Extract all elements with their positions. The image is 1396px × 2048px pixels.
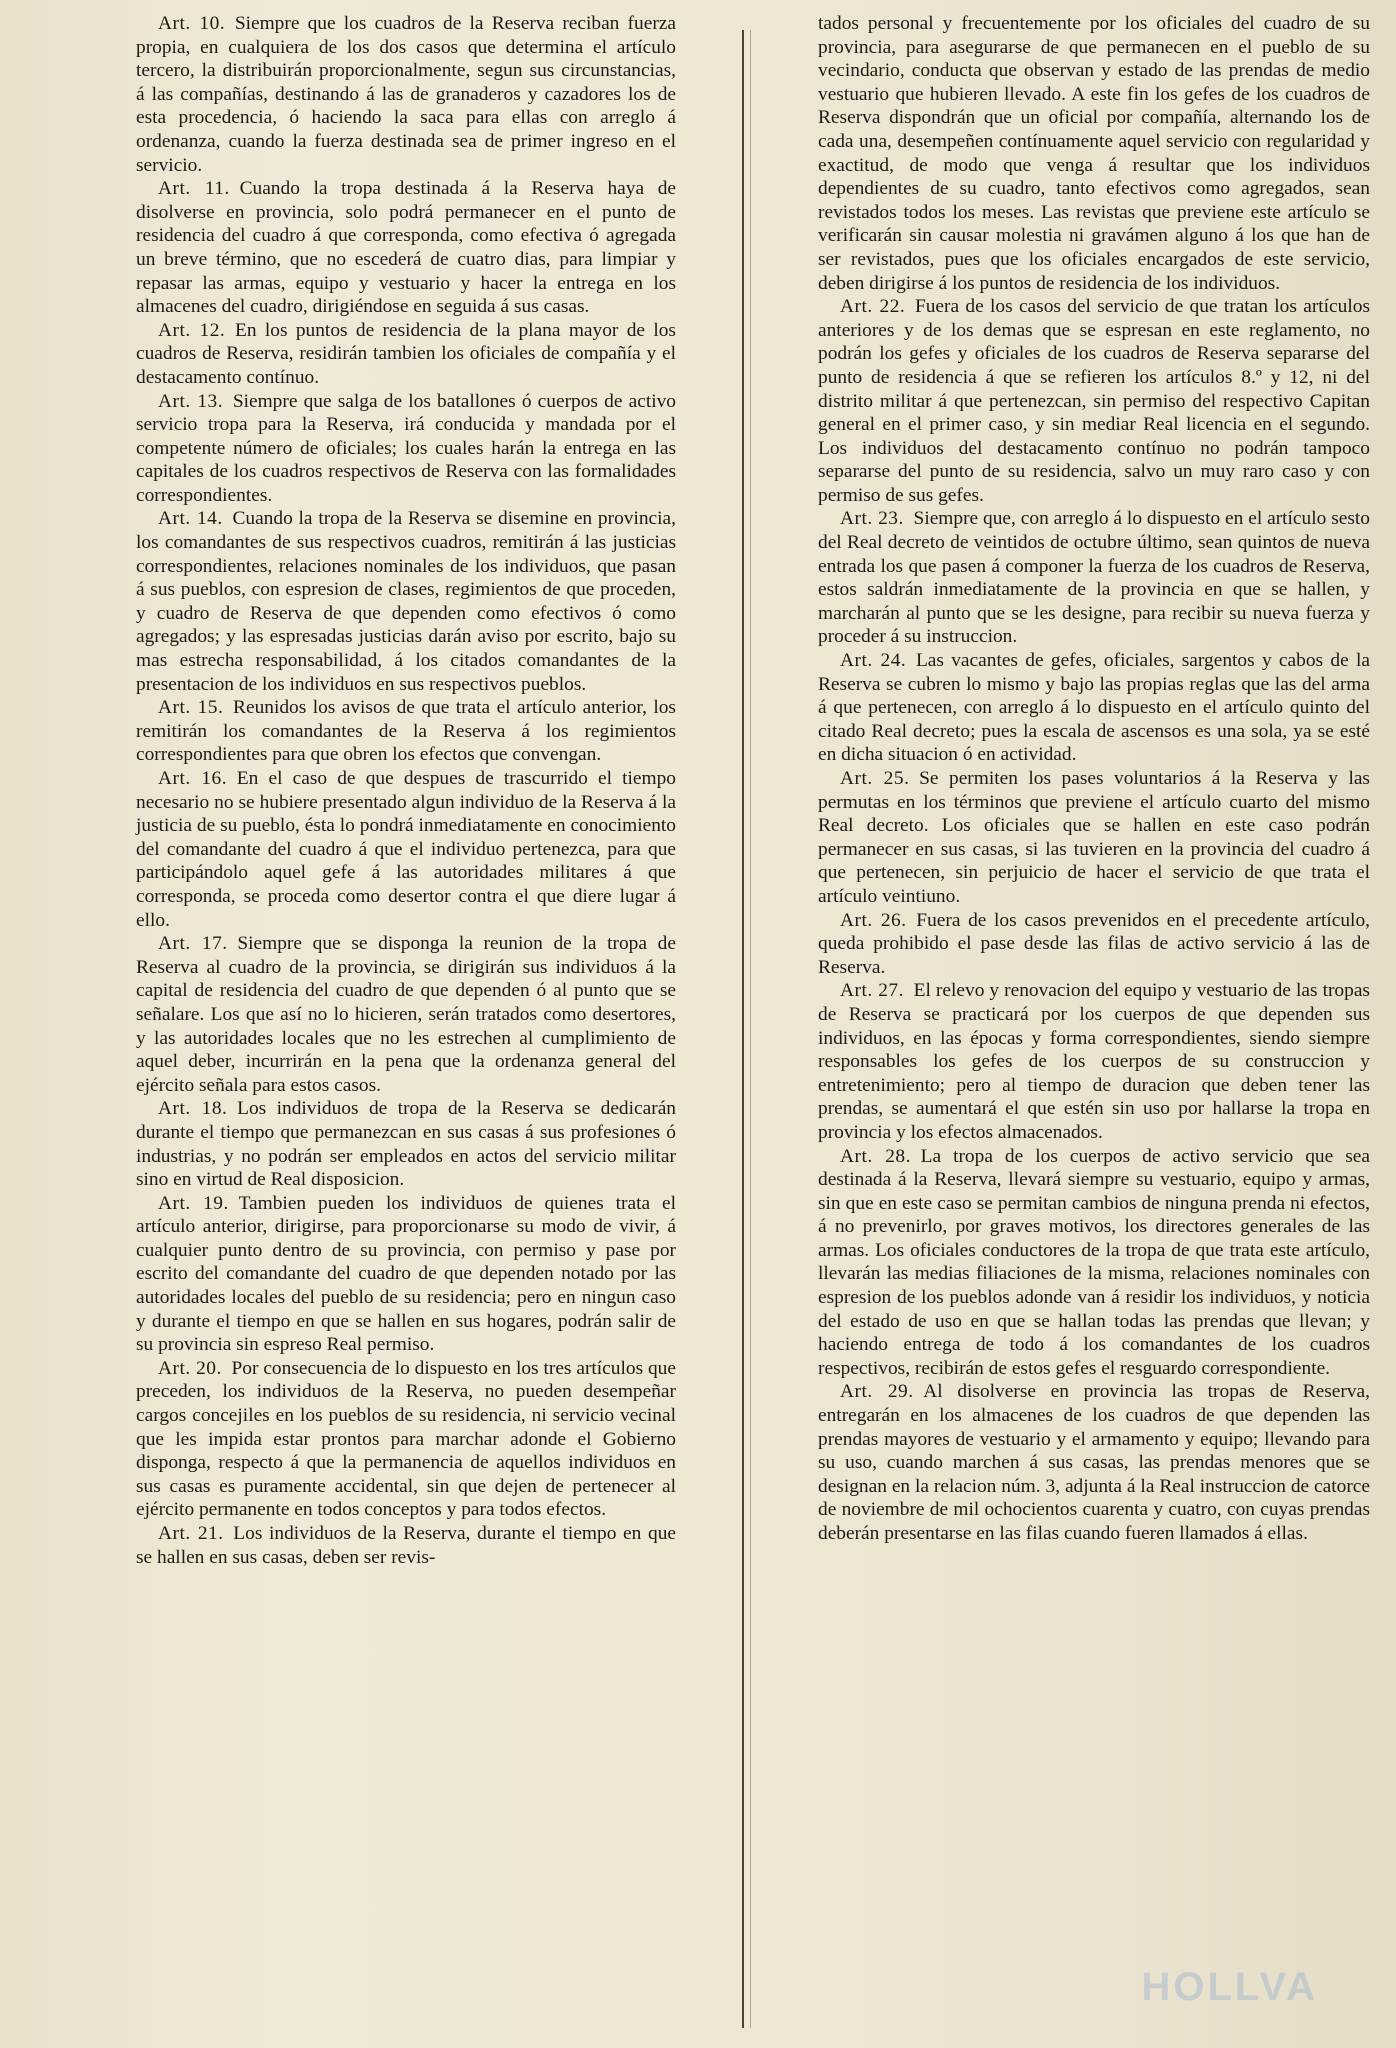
article-paragraph — [818, 909, 1370, 980]
right-column — [818, 12, 1370, 1546]
article-number: Art. 21. — [158, 1523, 224, 1544]
article-text: Las vacantes de gefes, oficiales, sargentos y cabos de la Reserva se cubren lo mismo y bajo las propias reglas que las del arma á que pertenecen, con arreglo á lo dispuesto en el artículo quinto del citado Real decreto; pues la escala de ascensos es una sola, ya se esté en dicha situacion ó en actividad. — [818, 650, 1370, 766]
article-text: Cuando la tropa de la Reserva se disemine en provincia, los comandantes de sus respectivos cuadros, remitirán á las justicias correspondientes, relaciones nominales de los individuos, que pasan á sus pueblos, con espresion de clases, regimientos de que proceden, y cuadro de Reserva de que dependen como efectivos ó como agregados; y las espresadas justicias darán aviso por escrito, bajo su mas estrecha responsabilidad, á los citados comandantes de la presentacion de los individuos en sus respectivos pueblos. — [136, 508, 676, 695]
article-number: Art. 24. — [840, 650, 907, 672]
article-text: Por consecuencia de lo dispuesto en los tres artículos que preceden, los individuos de la Reserva, no pueden desempeñar cargos concejiles en los pueblos de su residencia, ni servicio vecinal que les impida estar prontos para marchar adonde el Gobierno disponga, respecto á que la permanencia de aquellos individuos en sus casas es puramente accidental, sin que dejen de pertenecer al ejército permanente en todos conceptos y para todos efectos. — [136, 1357, 676, 1521]
article-paragraph — [818, 1145, 1370, 1381]
article-paragraph — [136, 12, 676, 177]
article-number: Art. 12. — [158, 319, 226, 341]
article-paragraph — [818, 1380, 1370, 1545]
column-divider — [742, 30, 744, 2028]
article-number: Art. 10. — [158, 13, 226, 34]
article-text: Fuera de los casos del servicio de que tratan los artículos anteriores y de los demas que se espresan en este reglamento, no podrán los gefes y oficiales de los cuadros de Reserva separarse del punto de residencia á que se refieren los artículos 8.º y 12, ni del distrito militar á que pertenezcan, sin permiso del respectivo Capitan general en el primer caso, y sin mediar Real licencia en el segundo. Los individuos del destacamento contínuo no podrán tampoco separarse del punto de su residencia, salvo un muy raro caso y con permiso de sus gefes. — [818, 296, 1370, 506]
article-number: Art. 23. — [840, 508, 904, 530]
article-number: Art. 29. — [840, 1381, 914, 1403]
article-paragraph — [136, 177, 676, 319]
article-paragraph — [818, 979, 1370, 1144]
article-number: Art. 14. — [158, 508, 223, 530]
article-text: tados personal y frecuentemente por los oficiales del cuadro de su provincia, para asegurarse de que permanecen en el pueblo de su vecindario, conducta que observan y estado de las prendas de medio vestuario que hubieren llevado. A este fin los gefes de los cuadros de Reserva dispondrán que un oficial por compañía, alternando los de cada una, desempeñen contínuamente aquel servicio con regularidad y exactitud, de modo que venga á resultar que los individuos dependientes de su cuadro, tanto efectivos como agregados, sean revistados todos los meses. Las revistas que previene este artículo se verificarán sin causar molestia ni gravámen alguno á los que han de ser revistados, pues que los oficiales encargados de este servicio, deben dirigirse á los puntos de residencia de los individuos. — [818, 13, 1370, 294]
article-paragraph — [136, 1357, 676, 1522]
article-number: Art. 11. — [158, 178, 230, 200]
article-text: La tropa de los cuerpos de activo servicio que sea destinada á la Reserva, llevará siempre su vestuario, equipo y armas, sin que en este caso se permitan cambios de ninguna prenda ni efectos, á no prevenirlo, por graves motivos, los directores generales de las armas. Los oficiales conductores de la tropa de que trata este artículo, llevarán las medias filiaciones de la misma, relaciones nominales con espresion de los pueblos adonde van á residir los individuos, y noticia del estado de uso en que se hallan todas las prendas que llevan; y haciendo entrega de todo á los comandantes de los cuadros respectivos, recibirán de estos gefes el resguardo correspondiente. — [818, 1145, 1370, 1379]
article-number: Art. 15. — [158, 697, 224, 719]
article-number: Art. 26. — [840, 909, 907, 931]
article-number: Art. 22. — [840, 296, 906, 318]
article-paragraph — [136, 1522, 676, 1569]
article-paragraph — [136, 767, 676, 932]
left-column — [136, 12, 676, 1569]
article-paragraph — [136, 932, 676, 1097]
article-text: Siempre que se disponga la reunion de la tropa de Reserva al cuadro de la provincia, se dirigirán sus individuos á la capital de residencia del cuadro de que dependen ó al punto que se señalare. Los que así no lo hicieren, serán tratados como desertores, y las autoridades locales que no les estrechen al cumplimiento de aquel deber, incurrirán en la pena que la ordenanza general del ejército señala para estos casos. — [136, 933, 676, 1096]
article-paragraph — [136, 507, 676, 696]
article-text: Siempre que, con arreglo á lo dispuesto en el artículo sesto del Real decreto de veintidos de octubre último, sean quintos de nueva entrada los que pasen á componer la fuerza de los cuadros de Reserva, estos saldrán inmediatamente de la provincia en que se hallen, y marcharán al punto que se les designe, para recibir su nueva fuerza y proceder á su instruccion. — [818, 508, 1370, 648]
article-paragraph — [136, 1192, 676, 1357]
article-paragraph — [818, 649, 1370, 767]
article-text: Reunidos los avisos de que trata el artículo anterior, los remitirán los comandantes de la Reserva á los regimientos correspondientes para que obren los efectos que convengan. — [136, 697, 676, 766]
article-text: Fuera de los casos prevenidos en el precedente artículo, queda prohibido el pase desde las filas de activo servicio á las de Reserva. — [818, 909, 1370, 978]
article-number: Art. 28. — [840, 1145, 911, 1167]
article-paragraph — [818, 295, 1370, 507]
column-divider-shadow — [750, 30, 751, 2028]
library-watermark: HOLLVA — [1141, 1965, 1318, 2009]
article-number: Art. 16. — [158, 768, 228, 789]
article-number: Art. 20. — [158, 1357, 222, 1379]
article-paragraph — [136, 319, 676, 390]
article-paragraph — [136, 696, 676, 767]
article-text: Los individuos de la Reserva, durante el tiempo en que se hallen en sus casas, deben ser revis- — [136, 1523, 676, 1568]
article-text: En los puntos de residencia de la plana mayor de los cuadros de Reserva, residirán tambien los oficiales de compañía y el destacamento contínuo. — [136, 319, 676, 388]
article-number: Art. 18. — [158, 1098, 228, 1120]
article-text: Al disolverse en provincia las tropas de Reserva, entregarán en los almacenes de los cuadros de que dependen las prendas mayores de vestuario y el armamento y equipo; llevando para su uso, cuando marchen á sus casas, las prendas menores que se designan en la relacion núm. 3, adjunta á la Real instruccion de catorce de noviembre de mil ochocientos cuarenta y cuatro, con cuyas prendas deberán presentarse en las filas cuando fueren llamados á ellas. — [818, 1381, 1370, 1544]
article-text: El relevo y renovacion del equipo y vestuario de las tropas de Reserva se practicará por los cuerpos de que dependen sus individuos, en las épocas y forma correspondientes, siendo siempre responsables los gefes de los cuerpos de su construccion y entretenimiento; pero al tiempo de duracion que deben tener las prendas, se aumentará el que estén sin uso por hallarse la tropa en provincia y los efectos almacenados. — [818, 980, 1370, 1143]
article-number: Art. 13. — [158, 390, 224, 412]
article-text: Los individuos de tropa de la Reserva se dedicarán durante el tiempo que permanezcan en sus casas á sus profesiones ó industrias, y no podrán ser empleados en actos del servicio militar sino en virtud de Real disposicion. — [136, 1098, 676, 1191]
article-text: Siempre que los cuadros de la Reserva reciban fuerza propia, en cualquiera de los dos casos que determina el artículo tercero, la distribuirán proporcionalmente, segun sus circunstancias, á las compañías, destinando á las de granaderos y cazadores los de esta procedencia, ó haciendo la saca para ellas con arreglo á ordenanza, cuando la fuerza destinada sea de primer ingreso en el servicio. — [136, 13, 676, 176]
article-text: En el caso de que despues de trascurrido el tiempo necesario no se hubiere presentado algun individuo de la Reserva á la justicia de su pueblo, ésta lo pondrá inmediatamente en conocimiento del comandante del cuadro á que el individuo pertenezca, para que participándolo aquel gefe á las autoridades militares á que corresponda, se proceda como desertor contra el que diere lugar á ello. — [136, 768, 676, 931]
article-number: Art. 17. — [158, 933, 228, 955]
article-number: Art. 19. — [158, 1192, 229, 1214]
article-paragraph — [818, 12, 1370, 295]
article-text: Siempre que salga de los batallones ó cuerpos de activo servicio tropa para la Reserva, irá conducida y mandada por el competente número de oficiales; los cuales harán la entrega en las capitales de los cuadros respectivos de Reserva con las formalidades correspondientes. — [136, 390, 676, 506]
article-paragraph — [818, 507, 1370, 649]
article-number: Art. 27. — [840, 980, 904, 1002]
article-paragraph — [136, 390, 676, 508]
article-paragraph — [136, 1097, 676, 1191]
article-text: Se permiten los pases voluntarios á la Reserva y las permutas en los términos que previene el artículo cuarto del mismo Real decreto. Los oficiales que se hallen en este caso podrán permanecer en sus casas, si las tuvieren en la provincia del cuadro á que pertenecen, sin perjuicio de hacer el servicio de que trata el artículo veintiuno. — [818, 768, 1370, 907]
article-text: Tambien pueden los individuos de quienes trata el artículo anterior, dirigirse, para proporcionarse su modo de vivir, á cualquier punto dentro de su provincia, con permiso y pase por escrito del comandante del cuadro de que dependen notado por las autoridades locales del pueblo de su residencia; pero en ningun caso y durante el tiempo en que se hallen en sus hogares, podrán salir de su provincia sin espreso Real permiso. — [136, 1192, 676, 1356]
article-number: Art. 25. — [840, 768, 910, 789]
article-paragraph — [818, 767, 1370, 909]
article-text: Cuando la tropa destinada á la Reserva haya de disolverse en provincia, solo podrá permanecer en el punto de residencia del cuadro á que corresponda, como efectiva ó agregada un breve término, que no escederá de cuatro dias, para limpiar y repasar las armas, equipo y vestuario y hacer la entrega en los almacenes del cuadro, dirigiéndose en seguida á sus casas. — [136, 178, 677, 318]
